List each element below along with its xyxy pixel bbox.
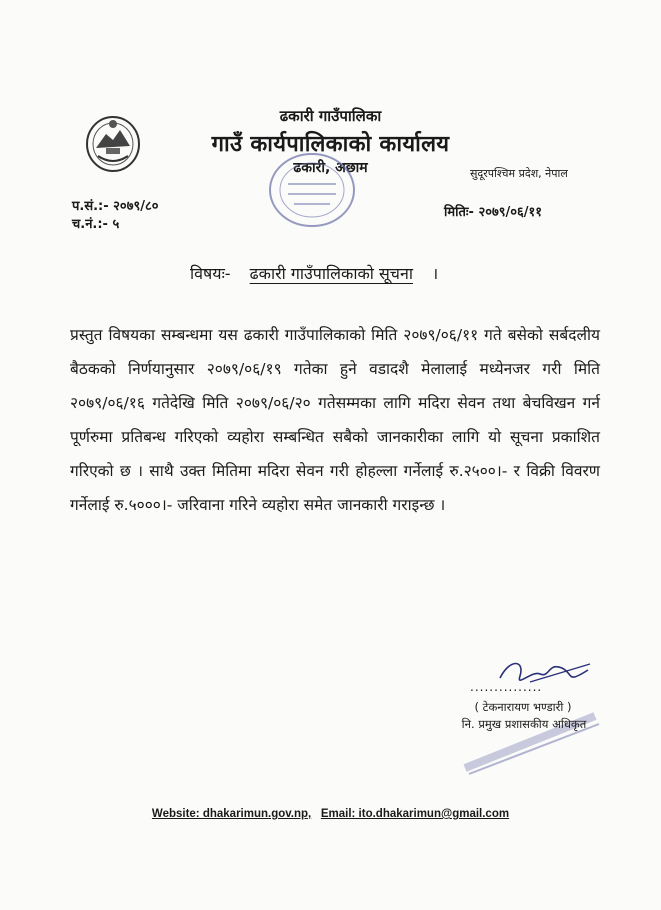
signatory-title: नि. प्रमुख प्रशासकीय अधिकृत xyxy=(461,717,587,731)
signatory-name: ( टेकनारायण भण्डारी ) xyxy=(474,700,572,714)
municipality-name: ढकारी गाउँपालिका xyxy=(279,107,382,125)
subject-line xyxy=(190,262,438,284)
office-title: गाउँ कार्यपालिकाको कार्यालय xyxy=(211,132,450,157)
signature-dots: ............... xyxy=(470,680,543,694)
office-stamp-icon xyxy=(266,150,358,230)
footer-website[interactable]: Website: dhakarimun.gov.np, xyxy=(151,808,312,820)
signature-icon xyxy=(470,648,600,708)
subject-end-mark: । xyxy=(432,264,439,283)
notice-body: प्रस्तुत विषयका सम्बन्धमा यस ढकारी गाउँपालिकाको मिति २०७९/०६/११ गते बसेको सर्बदलीय बैठकको निर्णयानुसार २०७९/०६/१९ गतेका हुने वडादशै मेलालाई मध्येनजर गरी मिति २०७९/०६/१६ गतेदेखि मिति २०७९/०६/२० गतेसम्मका लागि मदिरा सेवन तथा बेचविखन गर्न पूर्णरुमा प्रतिबन्ध गरिएको व्यहोरा सम्बन्धित सबैको जानकारीका लागि यो सूचना प्रकाशित गरिएको छ । साथै उक्त मितिमा मदिरा सेवन गरी होहल्ला गर्नेलाई रु.२५००।- र विक्री विवरण गर्नेलाई रु.५०००।- जरिवाना गरिने व्यहोरा समेत जानकारी गराइन्छ । xyxy=(70,326,600,514)
footer-email[interactable]: Email: ito.dhakarimun@gmail.com xyxy=(320,808,510,820)
reference-number: प.सं.:- २०७९/८० xyxy=(72,199,159,214)
province-label: सुदूरपश्चिम प्रदेश, नेपाल xyxy=(470,167,568,180)
letter-date: मितिः- २०७९/०६/११ xyxy=(444,205,543,220)
office-location: ढकारी, अछाम xyxy=(293,160,368,176)
footer-contact xyxy=(0,808,661,820)
dispatch-number: च.नं.:- ५ xyxy=(72,217,120,232)
subject-label: विषयः- xyxy=(190,264,231,283)
subject-text: ढकारी गाउँपालिकाको सूचना xyxy=(249,264,413,283)
